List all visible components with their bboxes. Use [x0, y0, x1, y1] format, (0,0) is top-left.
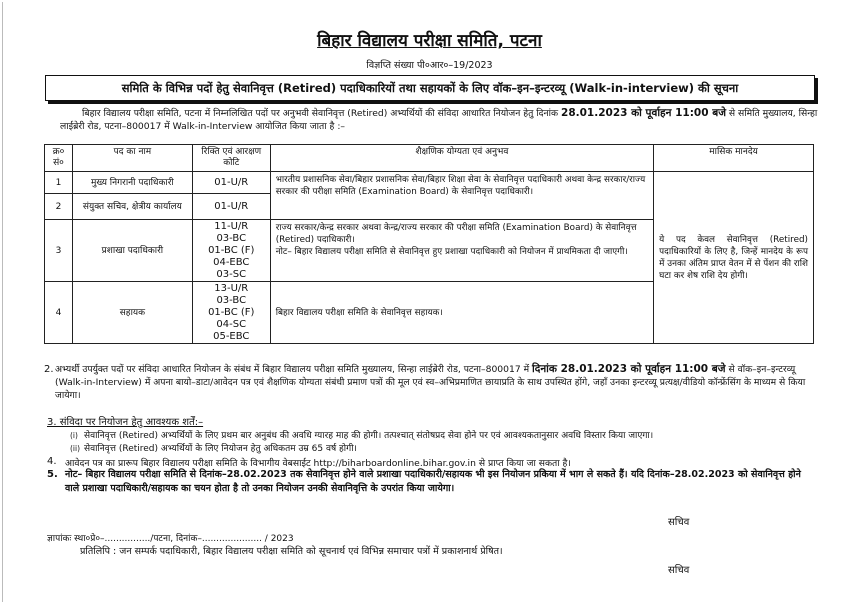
header-qualification: शैक्षणिक योग्यता एवं अनुभव	[270, 145, 653, 172]
qualification-rows-1-2: भारतीय प्रशासनिक सेवा/बिहार प्रशासनिक सेवा/बिहार शिक्षा सेवा के सेवानिवृत्त पदाधिकारी अथवा केन्द्र सरकार/राज्य सरकार की परीक्षा समिति (Examination Board) के सेवानिवृत्त पदाधिकारी।	[270, 172, 653, 220]
condition-1-text: सेवानिवृत्त (Retired) अभ्यर्थियों के लिए प्रथम बार अनुबंध की अवधि ग्यारह माह की होगी। तत्पश्चात् संतोषप्रद सेवा होने पर एवं आवश्यकतानुसार अवधि विस्तार किया जाएगा।	[84, 431, 654, 441]
condition-item	[70, 428, 653, 441]
row3-reservation	[192, 220, 270, 282]
row4-post: सहायक	[72, 282, 192, 344]
condition-2-text: सेवानिवृत्त (Retired) अभ्यर्थियों के लिए नियोजन हेतु अधिकतम उम्र 65 वर्ष होगी।	[84, 444, 357, 454]
row4-res-4: 04-SC	[216, 318, 247, 330]
memo-number: ज्ञापांकः स्था०प्रे०–................/पटना, दिनांक–..................... / 2023	[47, 534, 294, 544]
table-header-row	[45, 145, 814, 172]
qualification-row-3	[270, 220, 653, 282]
para-2-number: 2.	[44, 364, 54, 375]
vacancy-table	[44, 144, 814, 344]
intro-text-b: से समिति मुख्यालय, सिन्हा लाईब्रेरी रोड, पटना–800017 में Walk-in-Interview आयोजित किया जाता है :–	[60, 108, 818, 132]
row4-res-1: 13-U/R	[214, 282, 249, 294]
para-2-text-b: से वॉक–इन–इन्टरव्यू (Walk-in-Interview) में अपना बायो–डाटा/आवेदन पत्र एवं शैक्षणिक योग्यता संबंधी प्रमाण पत्रों की मूल एवं स्व–अभिप्रमाणित छायाप्रति के साथ उपस्थित होंगे, जहाँ उनका इन्टरव्यू प्रत्यक्ष/वीडियो कॉन्फ्रेंसिंग के माध्यम से किया जायेगा।	[55, 364, 806, 401]
condition-1-number: (i)	[70, 431, 78, 440]
header-reservation: रिक्ति एवं आरक्षण कोटि	[192, 145, 270, 172]
signature-secretary-2: सचिव	[668, 565, 690, 576]
qualification-row-3-text: राज्य सरकार/केन्द्र सरकार अथवा केन्द्र/राज्य सरकार की परीक्षा समिति (Examination Board) के सेवानिवृत्त (Retired) पदाधिकारी।	[275, 223, 637, 245]
notice-banner: समिति के विभिन्न पदों हेतु सेवानिवृत्त (Retired) पदाधिकारियों तथा सहायकों के लिए वॉक–इन–इन्टरव्यू (Walk-in-interview) की सूचना	[45, 75, 815, 101]
pay-cell: ये पद केवल सेवानिवृत्त (Retired) पदाधिकारियों के लिए है, जिन्हें मानदेय के रूप में उनका अंतिम प्राप्त वेतन में से पेंशन की राशि घटा कर शेष राशि देय होगी।	[654, 172, 814, 344]
header-sn: क्र० सं०	[45, 145, 73, 172]
row4-res-2: 03-BC	[216, 294, 247, 306]
intro-text-a: बिहार विद्यालय परीक्षा समिति, पटना में निम्नलिखित पदों पर अनुभवी सेवानिवृत्त (Retired) अभ्यर्थियों की संविदा आधारित नियोजन हेतु दिनांक	[82, 108, 562, 119]
row3-sn: 3	[45, 220, 73, 282]
qualification-row-3-note: नोट– बिहार विद्यालय परीक्षा समिति से सेवानिवृत्त हुए प्रशाखा पदाधिकारी को नियोजन में प्राथमिकता दी जाएगी।	[275, 247, 628, 257]
intro-paragraph	[60, 107, 820, 133]
row2-reservation: 01-U/R	[192, 194, 270, 220]
para-4-number: 4.	[47, 456, 57, 467]
row3-post: प्रशाखा पदाधिकारी	[72, 220, 192, 282]
row1-reservation: 01-U/R	[192, 172, 270, 194]
qualification-row-4: बिहार विद्यालय परीक्षा समिति के सेवानिवृत्त सहायक।	[270, 282, 653, 344]
row3-res-4: 04-EBC	[213, 256, 250, 268]
row1-post: मुख्य निगरानी पदाधिकारी	[72, 172, 192, 194]
row4-res-3: 01-BC (F)	[208, 306, 255, 318]
intro-date: 28.01.2023 को पूर्वाहन 11:00 बजे	[561, 107, 726, 119]
table-row	[45, 172, 814, 194]
header-post: पद का नाम	[72, 145, 192, 172]
row3-res-3: 01-BC (F)	[208, 244, 255, 256]
para-2-date: दिनांक 28.01.2023 को पूर्वाहन 11:00 बजे	[532, 363, 726, 375]
row3-res-5: 03-SC	[216, 268, 247, 280]
para-2	[55, 363, 817, 402]
para-5-number: 5.	[47, 469, 58, 480]
condition-item	[70, 441, 357, 454]
conditions-heading: 3. संविदा पर नियोजन हेतु आवश्यक शर्तें:–	[47, 417, 204, 428]
page-title: बिहार विद्यालय परीक्षा समिति, पटना	[317, 31, 542, 51]
notice-number: विज्ञप्ति संख्या पी०आर०–19/2023	[366, 60, 493, 71]
row4-res-5: 05-EBC	[213, 330, 250, 342]
row3-res-2: 03-BC	[216, 232, 247, 244]
header-pay: मासिक मानदेय	[654, 145, 814, 172]
para-4: आवेदन पत्र का प्रारूप बिहार विद्यालय परीक्षा समिति के विभागीय वेबसाईट http://biharboardonline.bihar.gov.in से प्राप्त किया जा सकता है।	[65, 458, 571, 469]
row4-reservation	[192, 282, 270, 344]
row2-post: संयुक्त सचिव, क्षेत्रीय कार्यालय	[72, 194, 192, 220]
condition-2-number: (ii)	[70, 444, 81, 453]
para-2-text-a: अभ्यर्थी उपर्युक्त पदों पर संविदा आधारित नियोजन के संबंध में बिहार विद्यालय परीक्षा समिति मुख्यालय, सिन्हा लाईब्रेरी रोड, पटना–800017 में	[55, 364, 533, 375]
row4-sn: 4	[45, 282, 73, 344]
row1-sn: 1	[45, 172, 73, 194]
row3-res-1: 11-U/R	[214, 220, 249, 232]
signature-secretary-1: सचिव	[668, 517, 690, 528]
para-5: नोट– बिहार विद्यालय परीक्षा समिति से दिनांक–28.02.2023 तक सेवानिवृत्त होने वाले प्रशाखा पदाधिकारी/सहायक भी इस नियोजन प्रकिया में भाग ले सकते हैं। यदि दिनांक–28.02.2023 को सेवानिवृत्त होने वाले प्रशाखा पदाधिकारी/सहायक का चयन होता है तो उनका नियोजन उनकी सेवानिवृत्ति के उपरांत किया जायेगा।	[65, 469, 801, 494]
copy-to: प्रतिलिपि : जन सम्पर्क पदाधिकारी, बिहार विद्यालय परीक्षा समिति को सूचनार्थ एवं विभिन्न समाचार पत्रों में प्रकाशनार्थ प्रेषित।	[80, 546, 503, 557]
row2-sn: 2	[45, 194, 73, 220]
